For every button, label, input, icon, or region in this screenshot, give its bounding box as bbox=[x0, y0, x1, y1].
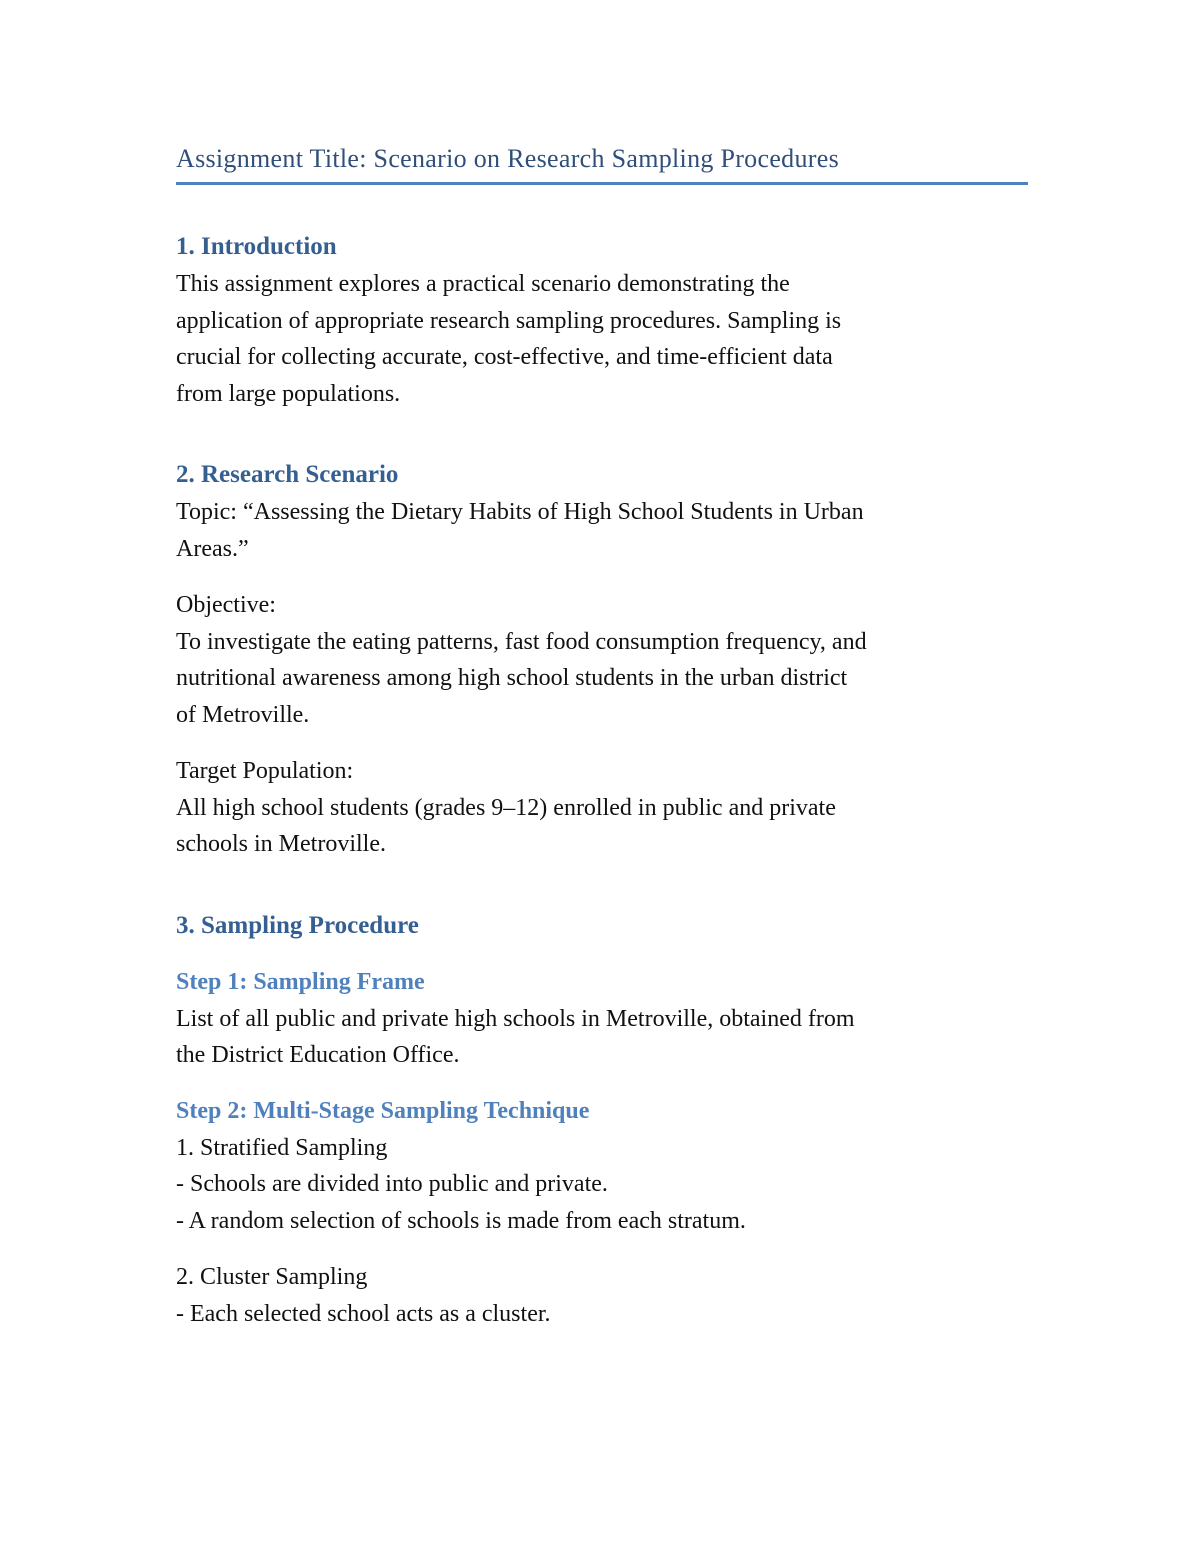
objective-line: nutritional awareness among high school students in the urban district bbox=[176, 665, 848, 691]
document-body bbox=[176, 138, 1028, 1332]
step1-line: List of all public and private high schools in Metroville, obtained from bbox=[176, 1005, 855, 1032]
population-label: Target Population: bbox=[176, 758, 354, 784]
document-title: Assignment Title: Scenario on Research Sampling Procedures bbox=[176, 138, 1028, 185]
objective-label: Objective: bbox=[176, 592, 276, 618]
objective-line: of Metroville. bbox=[176, 701, 310, 728]
section-heading: 3. Sampling Procedure bbox=[176, 911, 419, 939]
section-heading: 1. Introduction bbox=[176, 233, 337, 260]
stratified-bullet: - A random selection of schools is made from each stratum. bbox=[176, 1207, 746, 1234]
section-research-scenario bbox=[176, 458, 1028, 863]
topic-line: Topic: “Assessing the Dietary Habits of High School Students in Urban bbox=[176, 499, 864, 525]
step1-heading: Step 1: Sampling Frame bbox=[176, 968, 425, 995]
step2-heading: Step 2: Multi-Stage Sampling Technique bbox=[176, 1097, 590, 1124]
paragraph-line: from large populations. bbox=[176, 380, 401, 407]
cluster-label: 2. Cluster Sampling bbox=[176, 1264, 368, 1290]
stratified-bullet: - Schools are divided into public and private. bbox=[176, 1171, 608, 1197]
section-sampling-procedure bbox=[176, 909, 1028, 1333]
population-line: schools in Metroville. bbox=[176, 831, 386, 857]
section-heading: 2. Research Scenario bbox=[176, 461, 399, 488]
stratified-label: 1. Stratified Sampling bbox=[176, 1134, 388, 1161]
step1-line: the District Education Office. bbox=[176, 1042, 460, 1068]
paragraph-line: This assignment explores a practical scenario demonstrating the bbox=[176, 271, 790, 297]
objective-line: To investigate the eating patterns, fast food consumption frequency, and bbox=[176, 628, 867, 655]
section-introduction bbox=[176, 230, 1028, 412]
paragraph-line: application of appropriate research sampling procedures. Sampling is bbox=[176, 307, 842, 334]
topic-line: Areas.” bbox=[176, 535, 249, 562]
paragraph-line: crucial for collecting accurate, cost-effective, and time-efficient data bbox=[176, 344, 833, 370]
population-line: All high school students (grades 9–12) enrolled in public and private bbox=[176, 794, 836, 821]
cluster-bullet: - Each selected school acts as a cluster. bbox=[176, 1300, 551, 1327]
